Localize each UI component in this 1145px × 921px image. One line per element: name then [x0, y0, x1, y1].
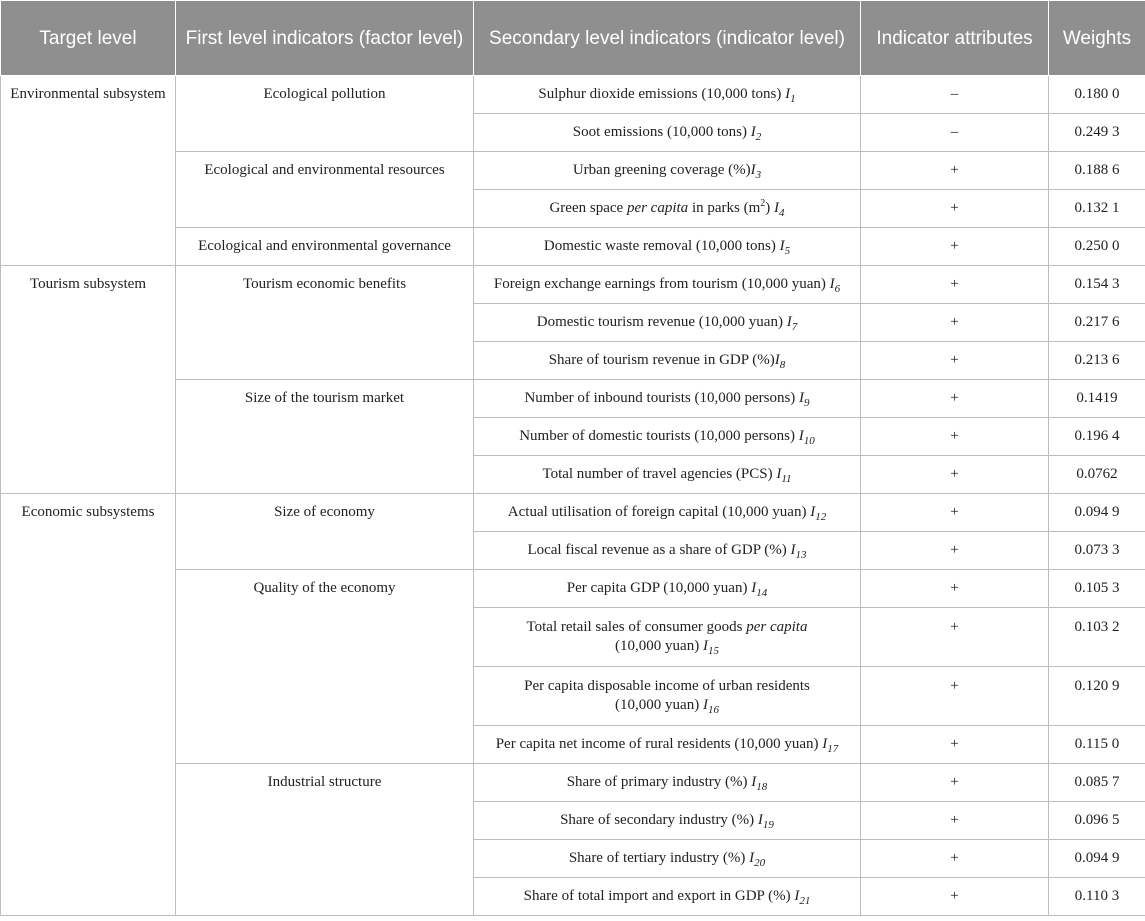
attribute-cell: +	[861, 608, 1049, 667]
weight-cell: 0.180 0	[1049, 76, 1145, 114]
factor-ecological-pollution: Ecological pollution	[176, 76, 474, 152]
indicator-cell: Share of tourism revenue in GDP $(\%)I_8$	[474, 342, 861, 380]
attribute-cell: –	[861, 76, 1049, 114]
weight-cell: 0.132 1	[1049, 190, 1145, 228]
indicator-cell: Share of tertiary industry (%) $I_{20}$	[474, 840, 861, 878]
indicator-cell: Soot emissions (10,000 tons) $I_2$	[474, 114, 861, 152]
indicator-cell: Share of secondary industry (%) $I_{19}$	[474, 802, 861, 840]
weight-cell: 0.073 3	[1049, 532, 1145, 570]
table-row	[1, 76, 1145, 114]
target-tourism-subsystem: Tourism subsystem	[1, 266, 176, 494]
header-secondary-level-indicators: Secondary level indicators (indicator level)	[474, 1, 861, 76]
factor-tourism-economic-benefits: Tourism economic benefits	[176, 266, 474, 380]
weight-cell: 0.085 7	[1049, 764, 1145, 802]
weight-cell: 0.196 4	[1049, 418, 1145, 456]
weight-cell: 0.213 6	[1049, 342, 1145, 380]
attribute-cell: +	[861, 802, 1049, 840]
indicator-cell: Share of primary industry (%) $I_{18}$	[474, 764, 861, 802]
weight-cell: 0.250 0	[1049, 228, 1145, 266]
table-row	[1, 494, 1145, 532]
attribute-cell: +	[861, 456, 1049, 494]
attribute-cell: +	[861, 152, 1049, 190]
weight-cell: 0.154 3	[1049, 266, 1145, 304]
indicator-cell: Total number of travel agencies (PCS) $I_{11}$	[474, 456, 861, 494]
header-weights: Weights	[1049, 1, 1145, 76]
factor-quality-of-economy: Quality of the economy	[176, 570, 474, 764]
attribute-cell: +	[861, 342, 1049, 380]
indicator-cell: Number of inbound tourists (10,000 persons) $I_9$	[474, 380, 861, 418]
indicator-cell: Sulphur dioxide emissions (10,000 tons) $I_1$	[474, 76, 861, 114]
attribute-cell: +	[861, 570, 1049, 608]
factor-size-of-economy: Size of economy	[176, 494, 474, 570]
attribute-cell: +	[861, 418, 1049, 456]
indicator-cell: Foreign exchange earnings from tourism (10,000 yuan) $I_6$	[474, 266, 861, 304]
attribute-cell: +	[861, 878, 1049, 916]
factor-ecological-environmental-governance: Ecological and environmental governance	[176, 228, 474, 266]
weight-cell: 0.1419	[1049, 380, 1145, 418]
weight-cell: 0.096 5	[1049, 802, 1145, 840]
attribute-cell: +	[861, 190, 1049, 228]
attribute-cell: +	[861, 667, 1049, 726]
attribute-cell: +	[861, 266, 1049, 304]
weight-cell: 0.249 3	[1049, 114, 1145, 152]
header-indicator-attributes: Indicator attributes	[861, 1, 1049, 76]
indicator-cell: Local fiscal revenue as a share of GDP (%) $I_{13}$	[474, 532, 861, 570]
attribute-cell: +	[861, 532, 1049, 570]
indicator-cell: Per capita GDP (10,000 yuan) $I_{14}$	[474, 570, 861, 608]
attribute-cell: +	[861, 840, 1049, 878]
target-economic-subsystems: Economic subsystems	[1, 494, 176, 916]
indicator-cell: Green space per capita in parks $(m^2)$ $I_4$	[474, 190, 861, 228]
weight-cell: 0.105 3	[1049, 570, 1145, 608]
factor-industrial-structure: Industrial structure	[176, 764, 474, 916]
attribute-cell: +	[861, 228, 1049, 266]
attribute-cell: +	[861, 494, 1049, 532]
weight-cell: 0.110 3	[1049, 878, 1145, 916]
weight-cell: 0.103 2	[1049, 608, 1145, 667]
attribute-cell: +	[861, 304, 1049, 342]
attribute-cell: +	[861, 726, 1049, 764]
indicator-cell: Domestic tourism revenue (10,000 yuan) $I_7$	[474, 304, 861, 342]
weight-cell: 0.0762	[1049, 456, 1145, 494]
header-target-level: Target level	[1, 1, 176, 76]
weight-cell: 0.217 6	[1049, 304, 1145, 342]
indicator-cell: Actual utilisation of foreign capital (10,000 yuan) $I_{12}$	[474, 494, 861, 532]
weight-cell: 0.094 9	[1049, 840, 1145, 878]
indicator-cell: Urban greening coverage $(\%)I_3$	[474, 152, 861, 190]
indicator-cell: Per capita net income of rural residents (10,000 yuan) $I_{17}$	[474, 726, 861, 764]
indicator-cell: Number of domestic tourists (10,000 persons) $I_{10}$	[474, 418, 861, 456]
attribute-cell: –	[861, 114, 1049, 152]
attribute-cell: +	[861, 380, 1049, 418]
indicator-cell: Domestic waste removal (10,000 tons) $I_5$	[474, 228, 861, 266]
header-first-level-indicators: First level indicators (factor level)	[176, 1, 474, 76]
indicator-cell: Share of total import and export in GDP (%) $I_{21}$	[474, 878, 861, 916]
indicator-cell: Total retail sales of consumer goods per capita (10,000 yuan) $I_{15}$	[474, 608, 861, 667]
weight-cell: 0.094 9	[1049, 494, 1145, 532]
weight-cell: 0.115 0	[1049, 726, 1145, 764]
table-row	[1, 266, 1145, 304]
attribute-cell: +	[861, 764, 1049, 802]
weight-cell: 0.188 6	[1049, 152, 1145, 190]
factor-ecological-environmental-resources: Ecological and environmental resources	[176, 152, 474, 228]
weight-cell: 0.120 9	[1049, 667, 1145, 726]
indicator-cell: Per capita disposable income of urban residents (10,000 yuan) $I_{16}$	[474, 667, 861, 726]
factor-size-of-tourism-market: Size of the tourism market	[176, 380, 474, 494]
table-header-row	[1, 1, 1145, 76]
target-environmental-subsystem: Environmental subsystem	[1, 76, 176, 266]
